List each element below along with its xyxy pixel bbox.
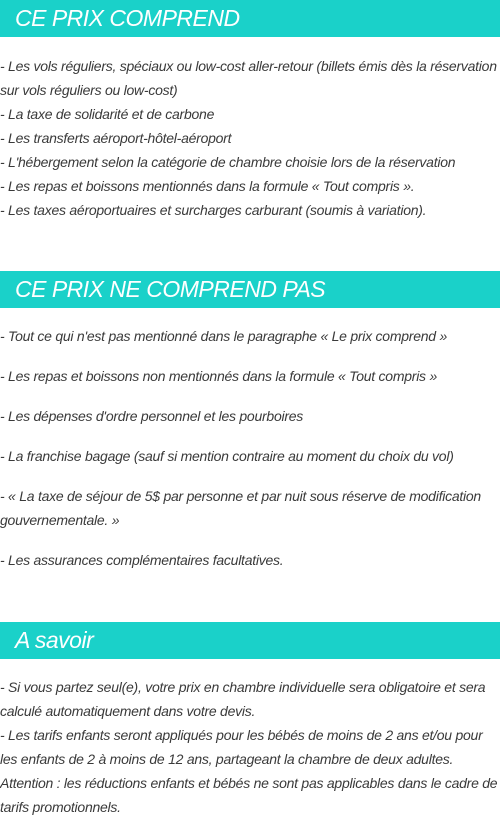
not-included-list [0,324,500,588]
list-item: Attention : les réductions enfants et bébés ne sont pas applicables dans le cadre de tarifs promotionnels. [0,775,498,815]
list-item: - La franchise bagage (sauf si mention contraire au moment du choix du vol) [0,448,454,464]
list-item: - Les repas et boissons non mentionnés dans la formule « Tout compris » [0,368,437,384]
list-item: - « La taxe de séjour de 5$ par personne et par nuit sous réserve de modification gouvernementale. » [0,488,481,528]
list-item: - La taxe de solidarité et de carbone [0,106,215,122]
list-item: - Les transferts aéroport-hôtel-aéroport [0,130,232,146]
included-list [0,54,500,222]
list-item: - Les tarifs enfants seront appliqués pour les bébés de moins de 2 ans et/ou pour les enfants de 2 à moins de 12 ans, partageant la chambre de deux adultes. [0,727,483,767]
list-item: - L'hébergement selon la catégorie de chambre choisie lors de la réservation [0,154,456,170]
list-item: - Les assurances complémentaires facultatives. [0,552,284,568]
list-item: - Si vous partez seul(e), votre prix en chambre individuelle sera obligatoire et sera calculé automatiquement dans votre devis. [0,679,486,719]
list-item: - Tout ce qui n'est pas mentionné dans le paragraphe « Le prix comprend » [0,328,447,344]
list-item: - Les dépenses d'ordre personnel et les pourboires [0,408,304,424]
section-header-included: CE PRIX COMPREND [0,0,500,37]
good-to-know-list [0,675,500,819]
list-item: - Les repas et boissons mentionnés dans la formule « Tout compris ». [0,178,415,194]
section-header-good-to-know: A savoir [0,622,500,659]
list-item: - Les taxes aéroportuaires et surcharges carburant (soumis à variation). [0,202,427,218]
list-item: - Les vols réguliers, spéciaux ou low-cost aller-retour (billets émis dès la réservation sur vols réguliers ou low-cost) [0,58,497,98]
section-header-not-included: CE PRIX NE COMPREND PAS [0,271,500,308]
